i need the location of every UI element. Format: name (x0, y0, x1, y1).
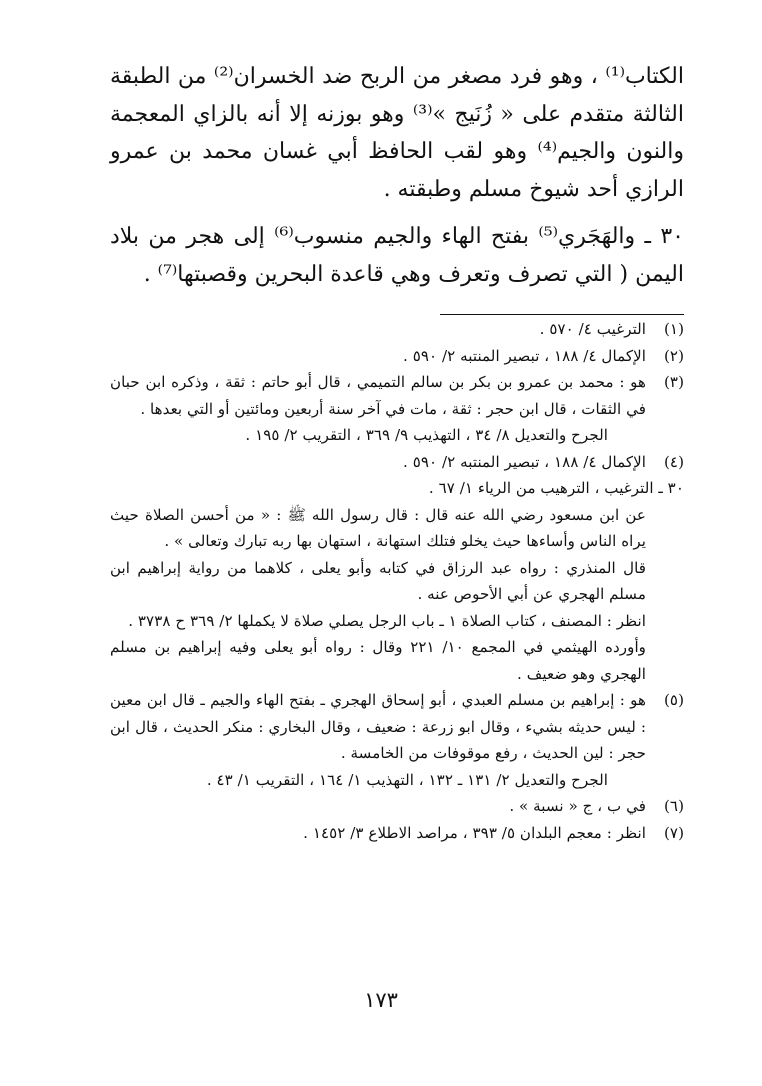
footnote-5 (110, 687, 684, 793)
page-number: ١٧٣ (364, 988, 398, 1012)
footnote-number: (٧) (663, 823, 684, 842)
footnote-source: الجرح والتعديل ٢/ ١٣١ ـ ١٣٢ ، التهذيب ١/ ١٦٤ ، التقريب ١/ ٤٣ . (206, 770, 608, 789)
footnote-2 (110, 343, 684, 370)
footnote-number: (٥) (663, 691, 684, 709)
footnote-number: (٣) (663, 373, 684, 391)
footnote-number: (١) (663, 320, 684, 338)
footnote-source: الجرح والتعديل ٨/ ٣٤ ، التهذيب ٩/ ٣٦٩ ، التقريب ٢/ ١٩٥ . (245, 426, 608, 444)
footnote-4 (110, 449, 684, 476)
footnote-entry-mundhiri: قال المنذري : رواه عبد الرزاق في كتابه وأبو يعلى ، كلاهما من رواية إبراهيم ابن مسلم الهجري عن أبي الأحوص عنه . (110, 558, 646, 603)
footnotes (110, 316, 684, 846)
main-text (110, 58, 684, 293)
footnote-entry-musannaf: انظر : المصنف ، كتاب الصلاة ١ ـ باب الرجل يصلي صلاة لا يكملها ٢/ ٣٦٩ ح ٣٧٣٨ . (128, 611, 646, 630)
footnote-number: (٦) (663, 797, 684, 815)
footnote-text: هو : محمد بن عمرو بن بكر بن سالم التميمي ، قال أبو حاتم : ثقة ، وذكره ابن حبان في الثقات ، قال ابن حجر : ثقة ، مات في آخر سنة أربعين ومائتين أو التي بعدها . (110, 373, 646, 418)
footnote-separator (440, 314, 684, 315)
footnote-text: الإكمال ٤/ ١٨٨ ، تبصير المنتبه ٢/ ٥٩٠ . (403, 346, 646, 365)
footnote-entry-heading: ٣٠ ـ الترغيب ، الترهيب من الرياء ١/ ٦٧ . (428, 479, 684, 497)
footnote-text: الإكمال ٤/ ١٨٨ ، تبصير المنتبه ٢/ ٥٩٠ . (403, 452, 646, 471)
footnote-text: انظر : معجم البلدان ٥/ ٣٩٣ ، مراصد الاطلاع ٣/ ١٤٥٢ . (303, 823, 646, 842)
footnote-text: الترغيب ٤/ ٥٧٠ . (539, 320, 646, 338)
footnote-entry-haythami: وأورده الهيثمي في المجمع ١٠/ ٢٢١ وقال : رواه أبو يعلى وفيه إبراهيم بن مسلم الهجري وهو ضعيف . (110, 638, 646, 683)
main-paragraph-entry-30: ٣٠ ـ والهَجَري⁽⁵⁾ بفتح الهاء والجيم منسوب⁽⁶⁾ إلى هجر من بلاد اليمن ( التي تصرف وتعرف وهي قاعدة البحرين وقصبتها⁽⁷⁾ . (110, 224, 684, 287)
footnote-entry-hadith: عن ابن مسعود رضي الله عنه قال : قال رسول الله ﷺ : « من أحسن الصلاة حيث يراه الناس وأساءها حيث يخلو فتلك استهانة ، استهان بها ربه تبارك وتعالى » . (110, 505, 646, 550)
footnote-1 (110, 316, 684, 343)
main-paragraph-1: الكتاب⁽¹⁾ ، وهو فرد مصغر من الربح ضد الخسران⁽²⁾ من الطبقة الثالثة متقدم على « زُنَيج »⁽³⁾ وهو بوزنه إلا أنه بالزاي المعجمة والنون والجيم⁽⁴⁾ وهو لقب الحافظ أبي غسان محمد بن عمرو الرازي أحد شيوخ مسلم وطبقته . (110, 64, 684, 202)
footnote-7 (110, 820, 684, 847)
footnote-6 (110, 793, 684, 820)
footnote-3 (110, 369, 684, 449)
footnote-entry-30 (110, 475, 684, 687)
footnote-number: (٤) (663, 452, 684, 471)
footnote-text: هو : إبراهيم بن مسلم العبدي ، أبو إسحاق الهجري ـ بفتح الهاء والجيم ـ قال ابن معين : ليس حديثه بشيء ، وقال ابو زرعة : ضعيف ، وقال البخاري : منكر الحديث ، قال ابن حجر : لين الحديث ، رفع موقوفات من الخامسة . (110, 691, 646, 762)
footnote-number: (٢) (663, 346, 684, 365)
footnote-text: في ب ، ج « نسبة » . (509, 797, 646, 815)
